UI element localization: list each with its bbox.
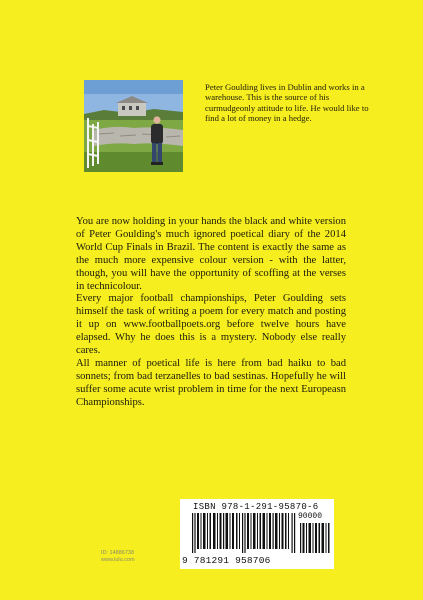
publisher-site: www.lulu.com bbox=[101, 557, 135, 563]
publisher-info bbox=[101, 550, 135, 564]
barcode-addon-number: 90000 bbox=[298, 512, 323, 521]
isbn-text: ISBN 978-1-291-95870-6 bbox=[193, 502, 319, 512]
barcode-addon-bars bbox=[300, 523, 330, 553]
barcode-bars bbox=[192, 513, 296, 553]
barcode-digits: 9 781291 958706 bbox=[182, 555, 271, 566]
publisher-id: ID: 14886738 bbox=[101, 550, 135, 556]
blurb-paragraph-1: You are now holding in your hands the black and white version of Peter Goulding's much ignored poetical diary of the 2014 World Cup Finals in Brazil. The content is exactly the same as the much more expensive colour version - with the latter, though, you will have the opportunity of scoffing at the verses in technicolour. bbox=[76, 216, 346, 292]
blurb-paragraph-3: All manner of poetical life is here from bad haiku to bad sonnets; from bad terzanelles to bad sestinas. Hopefully he will suffer some acute wrist problem in time for the next Europeasn Championships. bbox=[76, 357, 346, 408]
blurb-paragraph-2: Every major football championships, Peter Goulding sets himself the task of writing a poem for every match and posting it up on www.footballpoets.org before twelve hours have elapsed. Why he does this is a mystery. Nobody else really cares. bbox=[76, 293, 346, 357]
author-bio-text: Peter Goulding lives in Dublin and works in a warehouse. This is the source of his curmudgeonly attitude to life. He would like to find a lot of money in a hedge. bbox=[205, 82, 369, 124]
author-bio bbox=[205, 82, 380, 124]
isbn-barcode bbox=[180, 499, 334, 569]
author-photo bbox=[84, 80, 183, 172]
blurb bbox=[76, 216, 346, 410]
